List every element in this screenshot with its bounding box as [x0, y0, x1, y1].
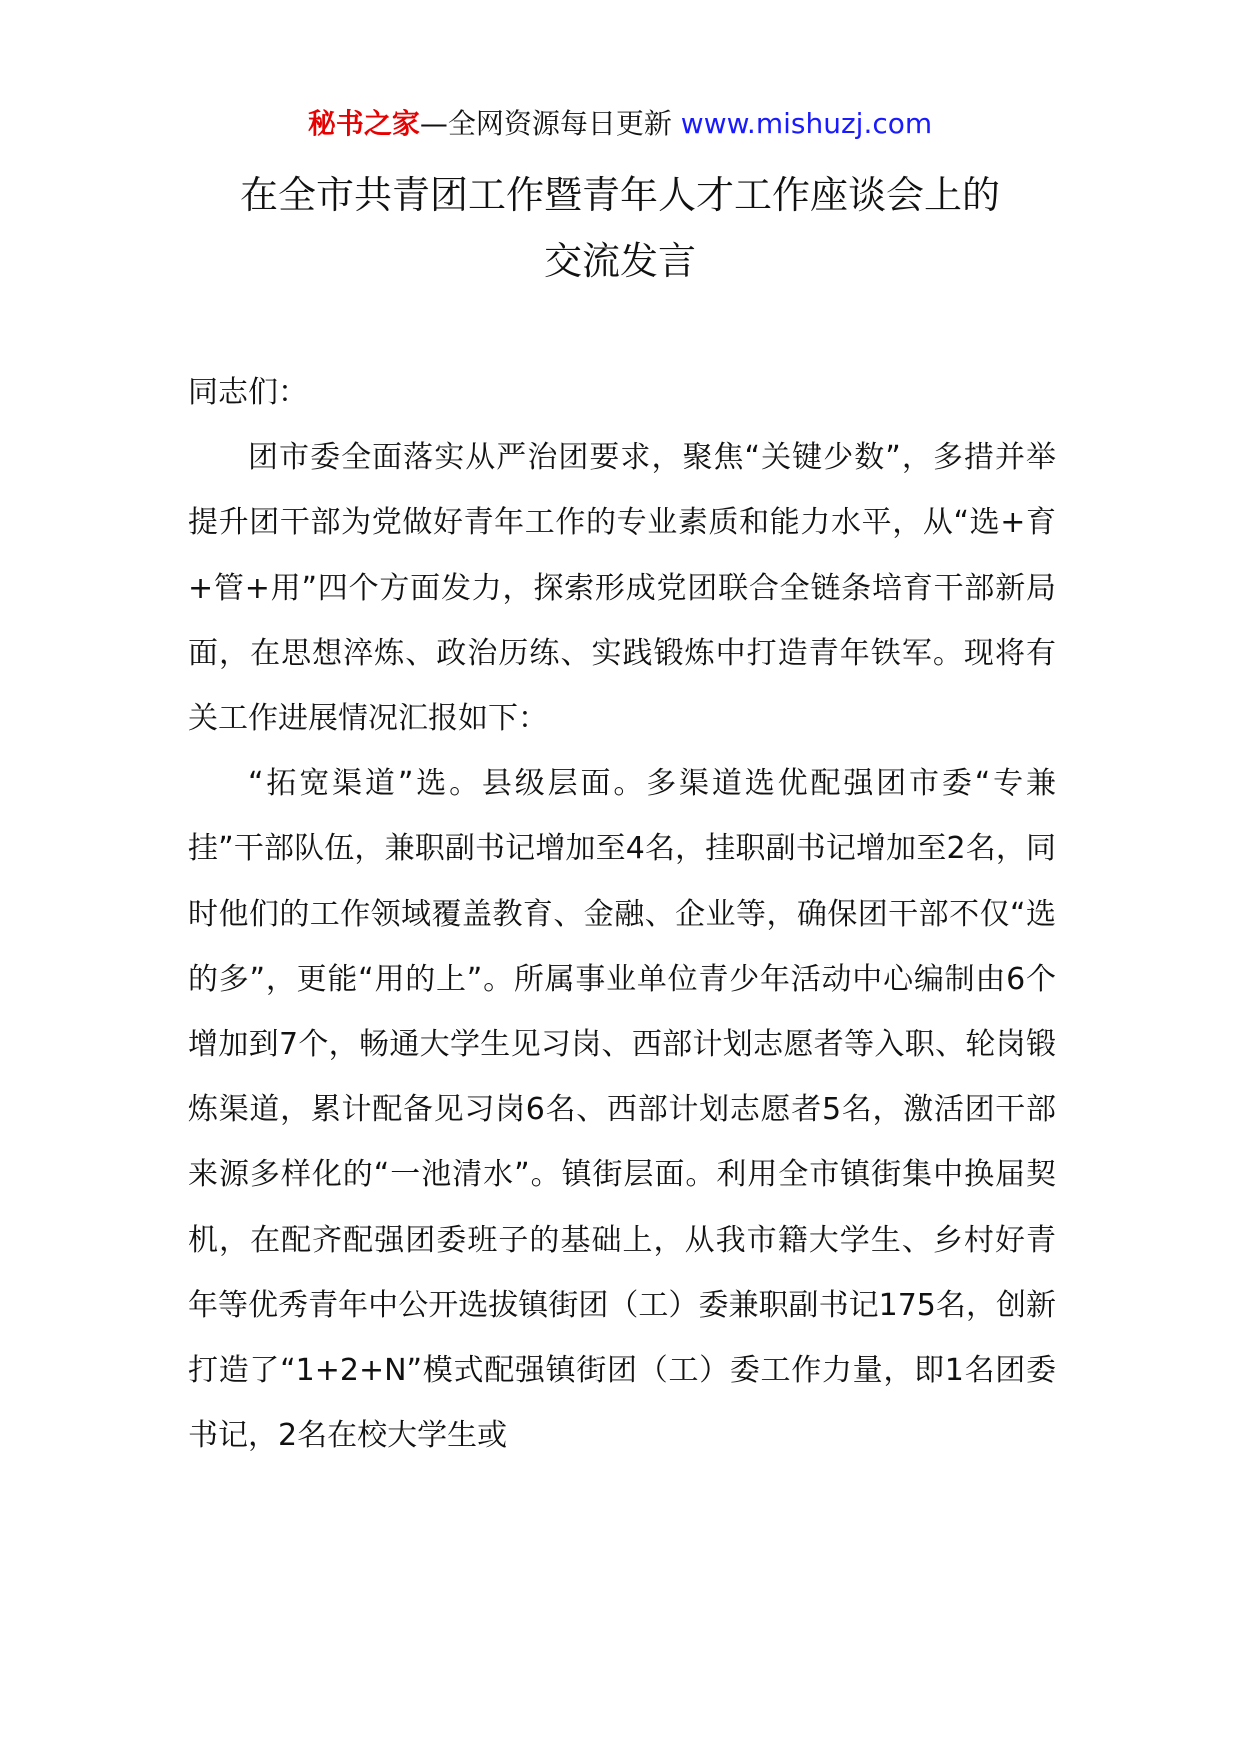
paragraph-selection: “拓宽渠道”选。县级层面。多渠道选优配强团市委“专兼挂”干部队伍，兼职副书记增加至4名，挂职副书记增加至2名，同时他们的工作领域覆盖教育、金融、企业等，确保团干部不仅“选的多”，更能“用的上”。所属事业单位青少年活动中心编制由6个增加到7个，畅通大学生见习岗、西部计划志愿者等入职、轮岗锻炼渠道，累计配备见习岗6名、西部计划志愿者5名，激活团干部来源多样化的“一池清水”。镇街层面。利用全市镇街集中换届契机，在配齐配强团委班子的基础上，从我市籍大学生、乡村好青年等优秀青年中公开选拔镇街团（工）委兼职副书记175名，创新打造了“1+2+N”模式配强镇街团（工）委工作力量，即1名团委书记，2名在校大学生或 — [188, 766, 1056, 1454]
brand-name: 秘书之家 — [307, 107, 420, 140]
title-line-2: 交流发言 — [543, 239, 696, 283]
site-header — [0, 104, 1240, 144]
document-body — [188, 360, 1056, 1468]
header-tagline: —全网资源每日更新 — [419, 107, 672, 140]
document-title — [100, 162, 1140, 294]
salutation: 同志们： — [188, 375, 308, 410]
paragraph-intro: 团市委全面落实从严治团要求，聚焦“关键少数”，多措并举提升团干部为党做好青年工作的专业素质和能力水平，从“选+育+管+用”四个方面发力，探索形成党团联合全链条培育干部新局面，在思想淬炼、政治历练、实践锻炼中打造青年铁军。现将有关工作进展情况汇报如下： — [188, 440, 1056, 737]
title-line-1: 在全市共青团工作暨青年人才工作座谈会上的 — [239, 173, 1000, 217]
site-url-link[interactable]: www.mishuzj.com — [680, 107, 933, 140]
